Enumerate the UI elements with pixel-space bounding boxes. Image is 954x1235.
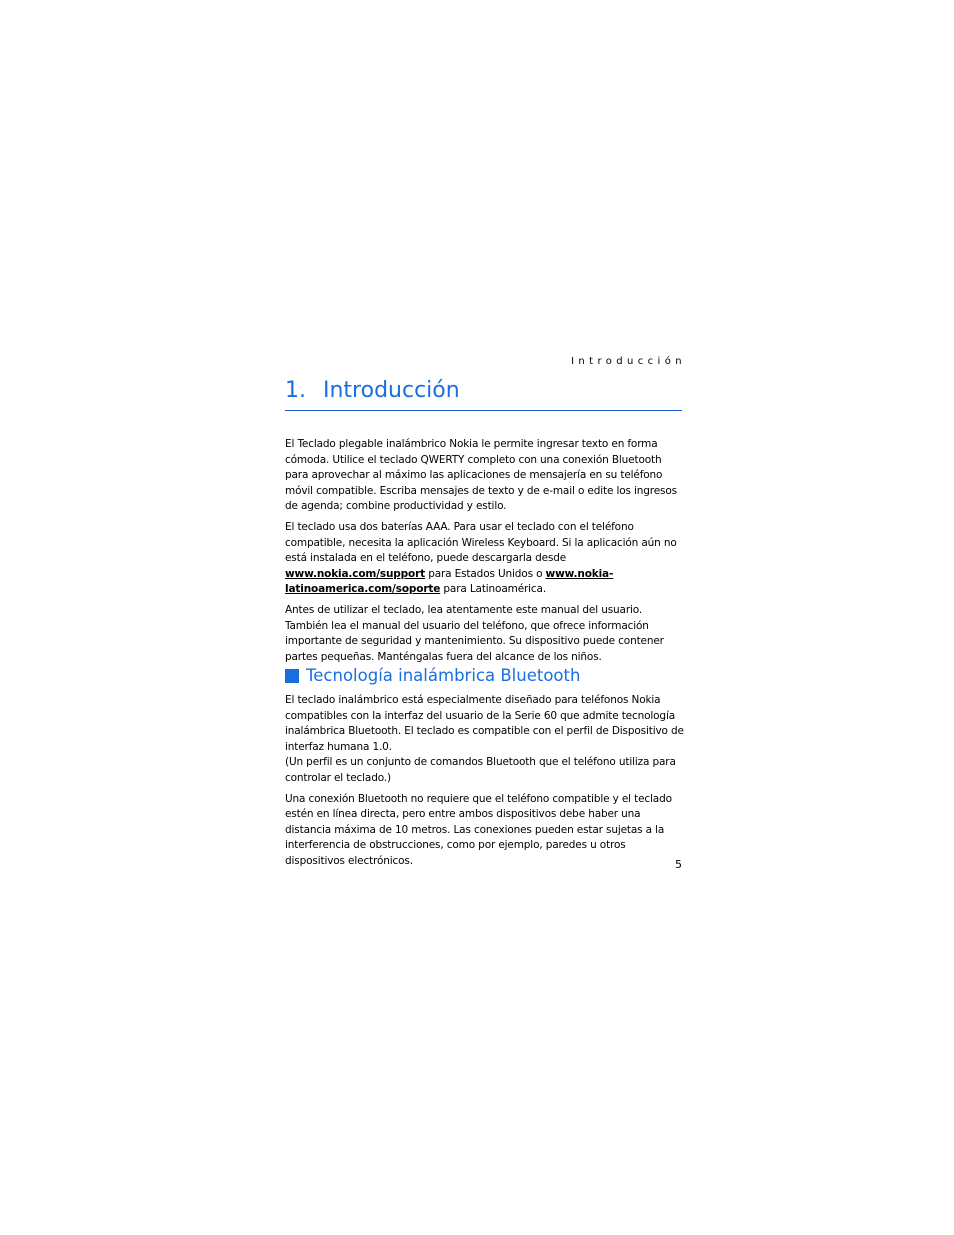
- intro-paragraph-3: Antes de utilizar el teclado, lea atentamente este manual del usuario. También lea el manual del usuario del teléfono, que ofrece información importante de seguridad y mantenimiento. Su dispositivo puede contener partes pequeñas. Manténgalas fuera del alcance de los niños.: [285, 603, 664, 663]
- intro-paragraph-1: El Teclado plegable inalámbrico Nokia le permite ingresar texto en forma cómoda. Utilice el teclado QWERTY completo con una conexión Bluetooth para aprovechar al máximo las aplicaciones de mensajería en su teléfono móvil compatible. Escriba mensajes de texto y de e-mail o edite los ingresos de agenda; combine productividad y estilo.: [285, 438, 677, 513]
- intro-paragraph-2-text-a: El teclado usa dos baterías AAA. Para usar el teclado con el teléfono compatible, necesita la aplicación Wireless Keyboard. Si la aplicación aún no está instalada en el teléfono, puede descargarla desde: [285, 520, 677, 565]
- section-paragraph-1a: El teclado inalámbrico está especialmente diseñado para teléfonos Nokia compatibles con la interfaz del usuario de la Serie 60 que admite tecnología inalámbrica Bluetooth. El teclado es compatible con el perfil de Dispositivo de interfaz humana 1.0.: [285, 694, 684, 753]
- intro-block: [285, 437, 685, 670]
- section-paragraph-2: Una conexión Bluetooth no requiere que el teléfono compatible y el teclado estén en línea directa, pero entre ambos dispositivos debe haber una distancia máxima de 10 metros. Las conexiones pueden estar sujetas a la interferencia de obstrucciones, como por ejemplo, paredes u otros dispositivos electrónicos.: [285, 792, 672, 867]
- chapter-title: [285, 378, 682, 411]
- intro-paragraph-2: [285, 520, 685, 598]
- page-number: 5: [675, 858, 682, 871]
- section-paragraph-1b: (Un perfil es un conjunto de comandos Bluetooth que el teléfono utiliza para controlar el teclado.): [285, 756, 676, 784]
- nokia-support-link[interactable]: www.nokia.com/support: [285, 567, 425, 580]
- nokia-latinoamerica-link[interactable]: www.nokia-latinoamerica.com/soporte: [285, 567, 614, 596]
- intro-paragraph-2-text-b: para Estados Unidos o: [425, 567, 546, 580]
- intro-paragraph-2-text-c: para Latinoamérica.: [440, 583, 547, 596]
- section-block: [285, 693, 685, 875]
- chapter-number: 1.: [285, 378, 306, 403]
- chapter-title-text: Introducción: [323, 378, 460, 403]
- running-header: Introducción: [571, 356, 686, 367]
- section-title-text: Tecnología inalámbrica Bluetooth: [306, 666, 581, 685]
- section-square-icon: [285, 669, 299, 683]
- section-heading: [285, 666, 580, 685]
